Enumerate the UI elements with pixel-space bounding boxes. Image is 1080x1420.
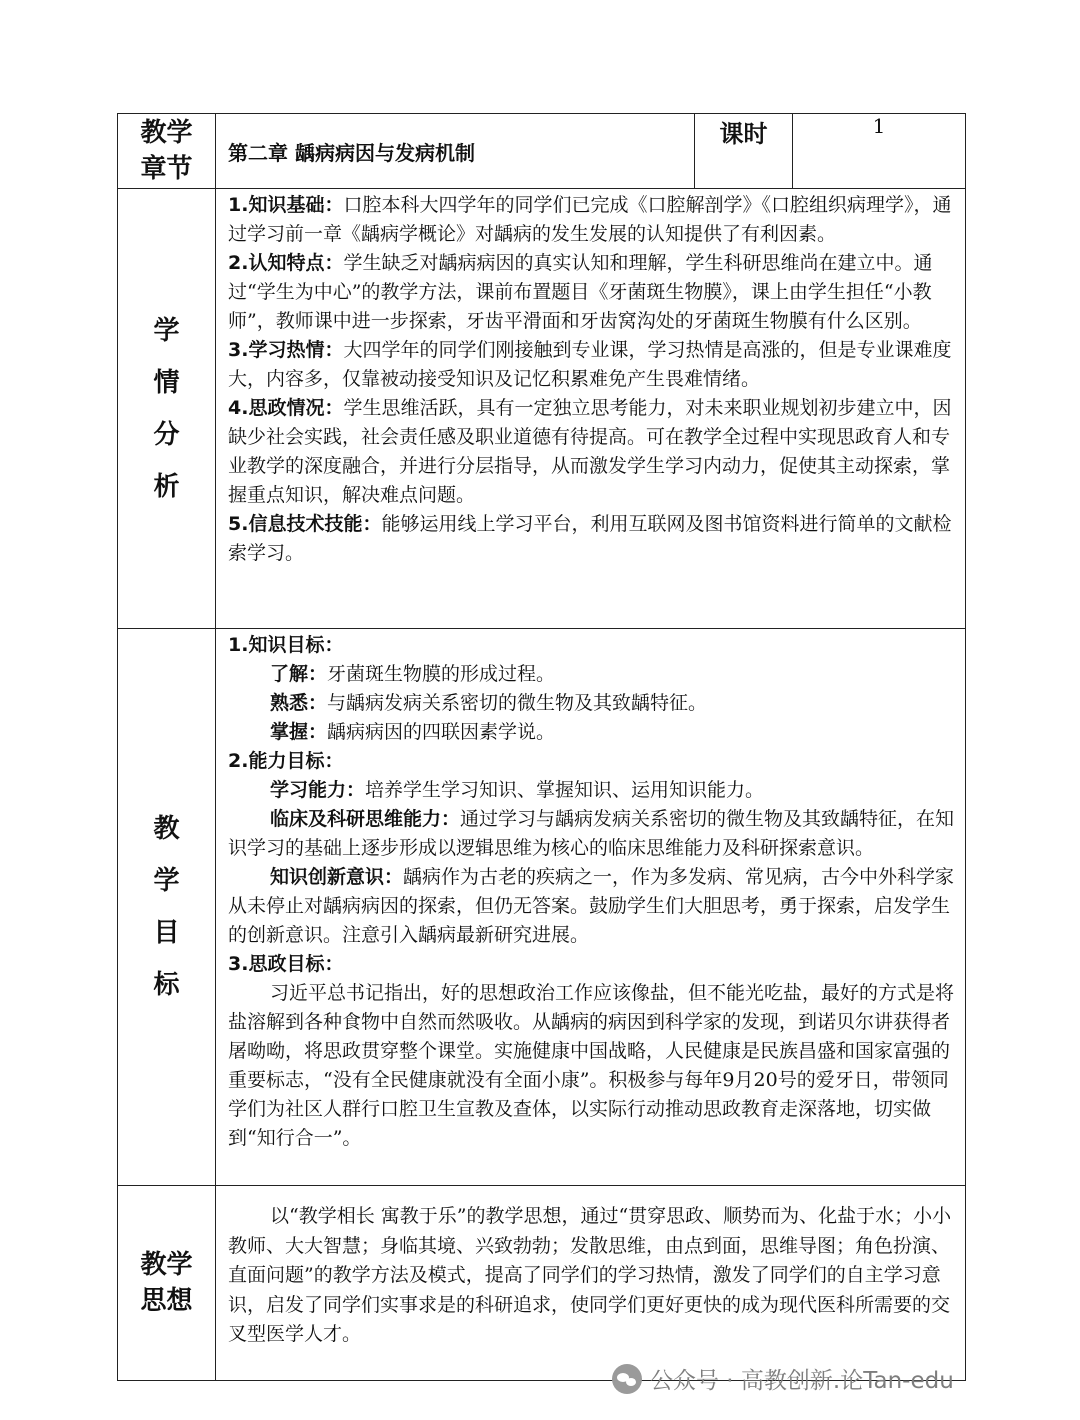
analysis-item-text: 大四学年的同学们刚接触到专业课，学习热情是高涨的，但是专业课难度大，内容多，仅靠被动接受知识及记忆积累难免产生畏难情绪。: [228, 339, 952, 390]
familiar-line: [228, 689, 955, 718]
innovation-line: [228, 863, 955, 950]
ideology-goal-title: 3.思政目标：: [228, 953, 344, 975]
idea-label-cell: [118, 1186, 216, 1381]
analysis-item-title: 2.认知特点：: [228, 252, 344, 274]
analysis-item-title: 1.知识基础：: [228, 194, 344, 216]
hours-label: 课时: [695, 114, 793, 189]
idea-label: 教学思想: [140, 1250, 193, 1316]
master-text: 龋病病因的四联因素学说。: [327, 721, 556, 743]
familiar-text: 与龋病发病关系密切的微生物及其致龋特征。: [327, 692, 708, 714]
analysis-item: [228, 510, 955, 568]
analysis-item-text: 口腔本科大四学年的同学们已完成《口腔解剖学》《口腔组织病理学》，通过学习前一章《龋病学概论》对龋病的发生发展的认知提供了有利因素。: [228, 194, 952, 245]
goals-label: 教学目标: [153, 814, 180, 1000]
hours-value: 1: [793, 114, 966, 189]
goals-label-cell: [118, 629, 216, 1186]
analysis-item-text: 学生思维活跃，具有一定独立思考能力，对未来职业规划初步建立中，因缺少社会实践，社会责任感及职业道德有待提高。可在教学全过程中实现思政育人和专业教学的深度融合，并进行分层指导，从而激发学生学习内动力，促使其主动探索，掌握重点知识，解决难点问题。: [228, 397, 952, 506]
analysis-content: [216, 189, 966, 629]
goals-row: [118, 629, 966, 1186]
wechat-icon: [612, 1364, 642, 1394]
section-label: 教学章节: [140, 118, 193, 184]
understand-text: 牙菌斑生物膜的形成过程。: [327, 663, 556, 685]
knowledge-goal-title: 1.知识目标：: [228, 634, 344, 656]
learning-text: 培养学生学习知识、掌握知识、运用知识能力。: [365, 779, 765, 801]
watermark-text: 公众号 · 高教创新.论Tan-edu: [650, 1368, 954, 1394]
learning-label: 学习能力：: [270, 779, 366, 801]
analysis-item-text: 学生缺乏对龋病病因的真实认知和理解，学生科研思维尚在建立中。通过“学生为中心”的教学方法，课前布置题目《牙菌斑生物膜》，课上由学生担任“小教师”，教师课中进一步探索，牙齿平滑面和牙齿窝沟处的牙菌斑生物膜有什么区别。: [228, 252, 933, 332]
analysis-item: [228, 191, 955, 249]
analysis-item-title: 4.思政情况：: [228, 397, 344, 419]
idea-text: 以“教学相长 寓教于乐”的教学思想，通过“贯穿思政、顺势而为、化盐于水；小小教师、大大智慧；身临其境、兴致勃勃；发散思维，由点到面，思维导图；角色扮演、直面问题”的教学方法及模式，提高了同学们的学习热情，激发了同学们的自主学习意识，启发了同学们实事求是的科研追求，使同学们更好更快的成为现代医科所需要的交叉型医学人才。: [228, 1205, 952, 1345]
analysis-label-cell: [118, 189, 216, 629]
analysis-item-title: 5.信息技术技能：: [228, 513, 382, 535]
section-label-cell: [118, 114, 216, 189]
understand-line: [228, 660, 955, 689]
master-label: 掌握：: [270, 721, 328, 743]
clinical-label: 临床及科研思维能力：: [270, 808, 461, 830]
chapter-title: 第二章 龋病病因与发病机制: [216, 114, 695, 189]
analysis-row: [118, 189, 966, 629]
watermark: [612, 1362, 954, 1395]
goals-content: [216, 629, 966, 1186]
header-row: [118, 114, 966, 189]
idea-row: [118, 1186, 966, 1381]
idea-content: [216, 1186, 966, 1381]
familiar-label: 熟悉：: [270, 692, 328, 714]
innovation-label: 知识创新意识：: [270, 866, 404, 888]
master-line: [228, 718, 955, 747]
understand-label: 了解：: [270, 663, 328, 685]
lesson-plan-table: [117, 113, 966, 1381]
analysis-item: [228, 394, 955, 510]
analysis-label: 学情分析: [153, 315, 180, 502]
ability-goal-title: 2.能力目标：: [228, 750, 344, 772]
analysis-item-title: 3.学习热情：: [228, 339, 344, 361]
ideology-text: 习近平总书记指出，好的思想政治工作应该像盐，但不能光吃盐，最好的方式是将盐溶解到各种食物中自然而然吸收。从龋病的病因到科学家的发现，到诺贝尔讲获得者屠呦呦，将思政贯穿整个课堂。实施健康中国战略，人民健康是民族昌盛和国家富强的重要标志，“没有全民健康就没有全面小康”。积极参与每年9月20号的爱牙日，带领同学们为社区人群行口腔卫生宣教及查体，以实际行动推动思政教育走深落地，切实做到“知行合一”。: [228, 982, 955, 1149]
analysis-item: [228, 249, 955, 336]
innovation-text: 龋病作为古老的疾病之一，作为多发病、常见病，古今中外科学家从未停止对龋病病因的探索，但仍无答案。鼓励学生们大胆思考，勇于探索，启发学生的创新意识。注意引入龋病最新研究进展。: [228, 866, 955, 946]
clinical-line: [228, 805, 955, 863]
learning-line: [228, 776, 955, 805]
analysis-item-text: 能够运用线上学习平台，利用互联网及图书馆资料进行简单的文献检索学习。: [228, 513, 952, 564]
analysis-item: [228, 336, 955, 394]
clinical-text: 通过学习与龋病发病关系密切的微生物及其致龋特征，在知识学习的基础上逐步形成以逻辑思维为核心的临床思维能力及科研探索意识。: [228, 808, 955, 859]
